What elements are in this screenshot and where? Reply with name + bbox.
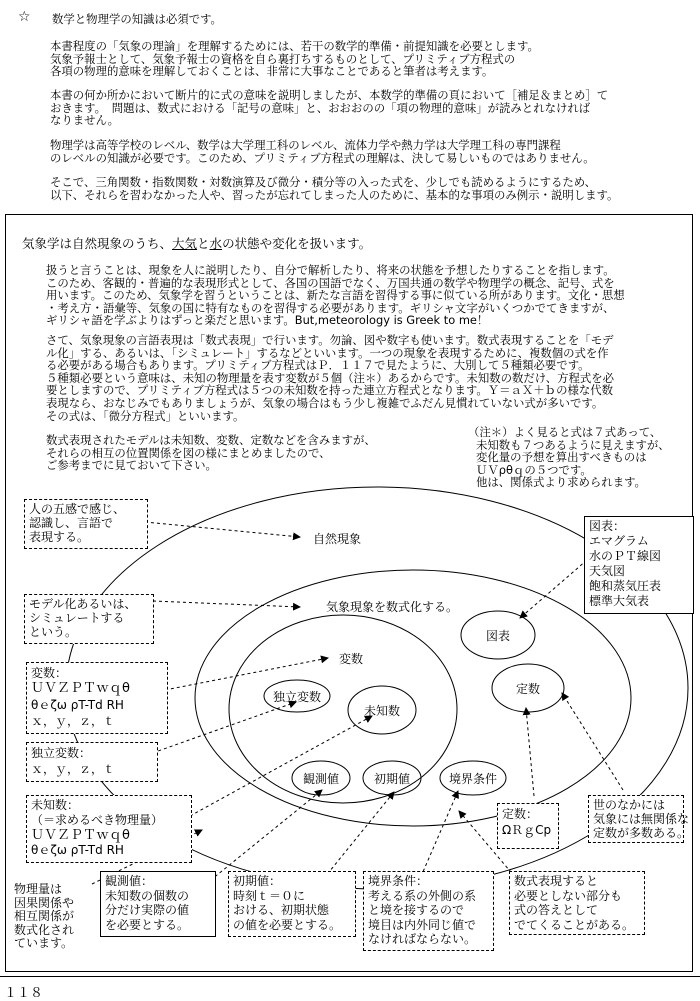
star-icon: ☆ <box>18 9 31 25</box>
main-paragraph-2: さて、気象現象の言語表現は「数式表現」で行います。勿論、図や数字も使います。数式表現することを「モデ ル化」する、あるいは、「シミュレート」するなどといいます。一つの現象を表現するために、複数個の式を作 る必要がある場合もあります。プリミティブ方程式はＰ．１１７で見たように、大別して５種類必要です。 ５種類必要という意味は、未知の物理量を表す変数が５個（注＊）あるからです。未知数の数だけ、方程式を必 要としますので、プリミティブ方程式は５つの未知数を持った連立方程式となります。Ｙ＝ａＸ＋ｂの様な代数 表現なら、おなじみでもありましょうが、気象の場合はもう少し複雑でふだん見慣れていない式が多いです。 その式は、「微分方程式」といいます。 <box>46 333 615 423</box>
box-constants: 定数： ΩＲｇCp <box>497 803 559 849</box>
intro-paragraph-3: 物理学は高等学校のレベル、数学は大学理工科のレベル、流体力学や熱力学は大学理工科の専門課程 のレベルの知識が必要です。このため、プリミティブ方程式の理解は、決して易しいものではありません。 <box>50 138 595 165</box>
main-title: 気象学は自然現象のうち、大気と水の状態や変化を扱います。 <box>22 236 372 251</box>
label-meteorology-formulas: 気象現象を数式化する。 <box>326 600 459 614</box>
box-boundary-conditions: 境界条件： 考える系の外側の系 と境を接するので 境目は内外同じ値で なければならない。 <box>363 871 494 951</box>
intro-paragraph-1: 本書程度の「気象の理論」を理解するためには、若干の数学的準備・前提知識を必要とします。 気象予報士として、気象予報士の資格を自ら裏打ちするものとして、プリミティブ方程式の 各項の物理的意味を理解しておくことは、非常に大事なことであると筆者は考えます。 <box>50 39 539 79</box>
box-initial-values: 初期値： 時刻ｔ＝０に おける、初期状態 の値を必要とする。 <box>228 871 356 937</box>
text-physical-quantities: 物理量は 因果関係や 相互関係が 数式化され ています。 <box>14 882 75 950</box>
label-boundary-conditions: 境界条件 <box>448 771 497 786</box>
label-observed-values: 観測値 <box>302 771 339 786</box>
intro-paragraph-4: そこで、三角関数・指数関数・対数演算及び微分・積分等の入った式を、少しでも読めるようにするため、 以下、それらを習わなかった人や、習ったが忘れてしまった人のために、基本的な事項のみ例示・説明します。 <box>50 175 619 202</box>
intro-heading: 数学と物理学の知識は必須です。 <box>52 12 222 26</box>
box-charts: 図表： エマグラム 水のＰＴ線図 天気図 飽和蒸気圧表 標準大気表 <box>584 516 694 614</box>
box-expression-results: 数式表現すると 必要としない部分も 式の答えとして でてくることがある。 <box>509 871 645 935</box>
label-natural-phenomena: 自然現象 <box>313 532 362 546</box>
box-independent-variables: 独立変数： ｘ，ｙ，ｚ，ｔ <box>26 742 158 782</box>
box-variables: 変数： ＵＶＺＰＴｗｑθ θｅζω ρT-Td RH ｘ，ｙ，ｚ，ｔ <box>26 662 168 734</box>
box-human-senses: 人の五感で感じ、 認識し、言語で 表現する。 <box>24 499 148 549</box>
main-paragraph-1: 扱うと言うことは、現象を人に説明したり、自分で解析したり、将来の状態を予想したりすることを指します。 このため、客観的・普遍的な表現形式として、各国の国語でなく、万国共通の数学や物理学の概念、記号、式を 用います。このため、気象学を習うということは、新たな言語を習得する事に似ている所があります。文化・思想 ・考え方・語彙等、気象の国に特有なものを習得する必要があります。ギリシャ文字がいくつかでてきますが、 ギリシャ語を学ぶよりはずっと楽だと思います。But,meteorology is Greek to me！ <box>46 263 625 328</box>
main-paragraph-3: 数式表現されたモデルは未知数、変数、定数などを含みますが、 それらの相互の位置関係を図の様にまとめましたので、 ご参考までに見ておいて下さい。 <box>46 433 376 473</box>
label-unknowns: 未知数 <box>363 703 400 718</box>
box-observed-values: 観測値： 未知数の個数の 分だけ実際の値 を必要とする。 <box>100 871 216 937</box>
footnote: （注＊）よく見ると式は７式あって、 未知数も７つあるように見えますが、 変化量の予想を算出すべきものは ＵＶρθｑの５つです。 他は、関係式より求められます。 <box>468 425 670 490</box>
box-world-constants: 世のなかには 気象には無関係な 定数が多数ある。 <box>588 795 684 843</box>
label-independent-variables: 独立変数 <box>272 689 321 704</box>
page-number: １１８ <box>4 986 44 1001</box>
box-model-simulate: モデル化あるいは、 シミュレートする という。 <box>24 594 154 644</box>
label-constants: 定数 <box>515 681 540 696</box>
intro-paragraph-2: 本書の何か所かにおいて断片的に式の意味を説明しましたが、本数学的準備の頁において［補足＆まとめ］て おきます。 問題は、数式における「記号の意味」と、おおおのの「項の物理的意味」が読みとれなければ なりません。 <box>50 88 609 128</box>
footer-rule <box>0 976 700 977</box>
box-unknowns: 未知数： （＝求めるべき物理量） ＵＶＺＰＴｗｑθ θｅζω ρT-Td RH <box>26 795 192 863</box>
label-charts: 図表 <box>485 628 510 643</box>
label-initial-values: 初期値 <box>373 771 410 786</box>
label-variables: 変数 <box>339 652 364 666</box>
